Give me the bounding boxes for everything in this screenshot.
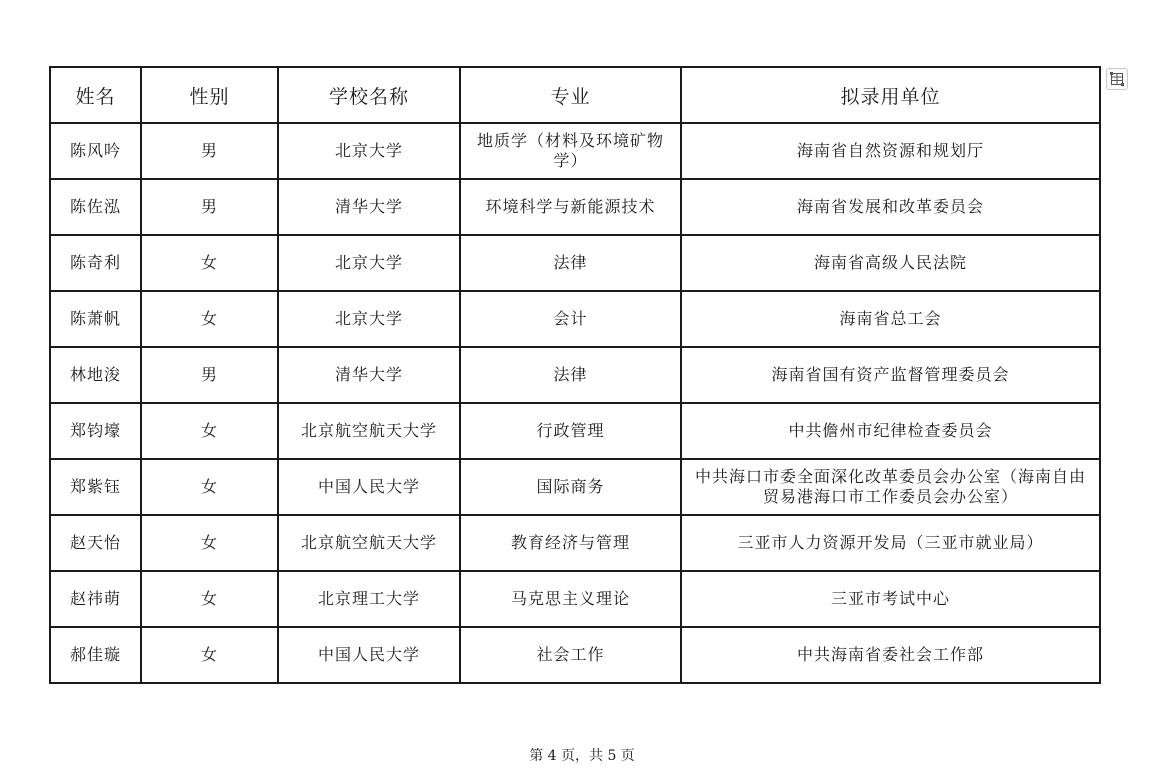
cell-name: 林地浚 xyxy=(50,347,141,403)
table-select-icon xyxy=(1110,72,1124,86)
cell-school: 清华大学 xyxy=(278,347,460,403)
cell-gender: 女 xyxy=(141,515,278,571)
cell-gender: 男 xyxy=(141,347,278,403)
cell-major: 社会工作 xyxy=(460,627,681,683)
cell-gender: 女 xyxy=(141,235,278,291)
cell-name: 赵天怡 xyxy=(50,515,141,571)
table-row xyxy=(50,459,1100,515)
cell-gender: 男 xyxy=(141,179,278,235)
cell-major: 地质学（材料及环境矿物学） xyxy=(460,123,681,179)
cell-school: 北京大学 xyxy=(278,291,460,347)
cell-unit: 海南省自然资源和规划厅 xyxy=(681,123,1100,179)
header-major: 专业 xyxy=(460,67,681,123)
header-name: 姓名 xyxy=(50,67,141,123)
cell-unit: 中共儋州市纪律检查委员会 xyxy=(681,403,1100,459)
cell-school: 北京航空航天大学 xyxy=(278,515,460,571)
cell-gender: 女 xyxy=(141,403,278,459)
cell-gender: 女 xyxy=(141,571,278,627)
table-row xyxy=(50,347,1100,403)
table-row xyxy=(50,179,1100,235)
cell-school: 中国人民大学 xyxy=(278,459,460,515)
cell-name: 郑紫钰 xyxy=(50,459,141,515)
cell-gender: 女 xyxy=(141,459,278,515)
cell-unit: 海南省发展和改革委员会 xyxy=(681,179,1100,235)
table-select-button[interactable] xyxy=(1106,68,1128,90)
cell-major: 教育经济与管理 xyxy=(460,515,681,571)
table-row xyxy=(50,291,1100,347)
page-number-footer: 第 4 页，共 5 页 xyxy=(529,748,635,764)
cell-gender: 女 xyxy=(141,627,278,683)
table-row xyxy=(50,515,1100,571)
table-row xyxy=(50,123,1100,179)
cell-major: 会计 xyxy=(460,291,681,347)
cell-name: 赵祎萌 xyxy=(50,571,141,627)
cell-name: 郝佳璇 xyxy=(50,627,141,683)
table-row xyxy=(50,627,1100,683)
recruitment-table xyxy=(49,66,1101,684)
cell-gender: 女 xyxy=(141,291,278,347)
cell-name: 陈佐泓 xyxy=(50,179,141,235)
cell-school: 北京大学 xyxy=(278,235,460,291)
table-row xyxy=(50,571,1100,627)
cell-unit: 三亚市考试中心 xyxy=(681,571,1100,627)
cell-gender: 男 xyxy=(141,123,278,179)
cell-unit: 中共海南省委社会工作部 xyxy=(681,627,1100,683)
cell-name: 郑钧壕 xyxy=(50,403,141,459)
cell-major: 马克思主义理论 xyxy=(460,571,681,627)
table-header-row xyxy=(50,67,1100,123)
cell-major: 环境科学与新能源技术 xyxy=(460,179,681,235)
cell-unit: 三亚市人力资源开发局（三亚市就业局） xyxy=(681,515,1100,571)
cell-school: 北京大学 xyxy=(278,123,460,179)
header-school: 学校名称 xyxy=(278,67,460,123)
header-gender: 性别 xyxy=(141,67,278,123)
cell-school: 中国人民大学 xyxy=(278,627,460,683)
table-row xyxy=(50,235,1100,291)
cell-school: 北京航空航天大学 xyxy=(278,403,460,459)
cell-name: 陈萧帆 xyxy=(50,291,141,347)
cell-unit: 中共海口市委全面深化改革委员会办公室（海南自由贸易港海口市工作委员会办公室） xyxy=(681,459,1100,515)
cell-name: 陈风吟 xyxy=(50,123,141,179)
cell-unit: 海南省国有资产监督管理委员会 xyxy=(681,347,1100,403)
cell-major: 国际商务 xyxy=(460,459,681,515)
header-unit: 拟录用单位 xyxy=(681,67,1100,123)
cell-unit: 海南省总工会 xyxy=(681,291,1100,347)
cell-school: 北京理工大学 xyxy=(278,571,460,627)
table-row xyxy=(50,403,1100,459)
cell-unit: 海南省高级人民法院 xyxy=(681,235,1100,291)
cell-major: 法律 xyxy=(460,347,681,403)
cell-major: 行政管理 xyxy=(460,403,681,459)
cell-school: 清华大学 xyxy=(278,179,460,235)
cell-major: 法律 xyxy=(460,235,681,291)
cell-name: 陈奇利 xyxy=(50,235,141,291)
